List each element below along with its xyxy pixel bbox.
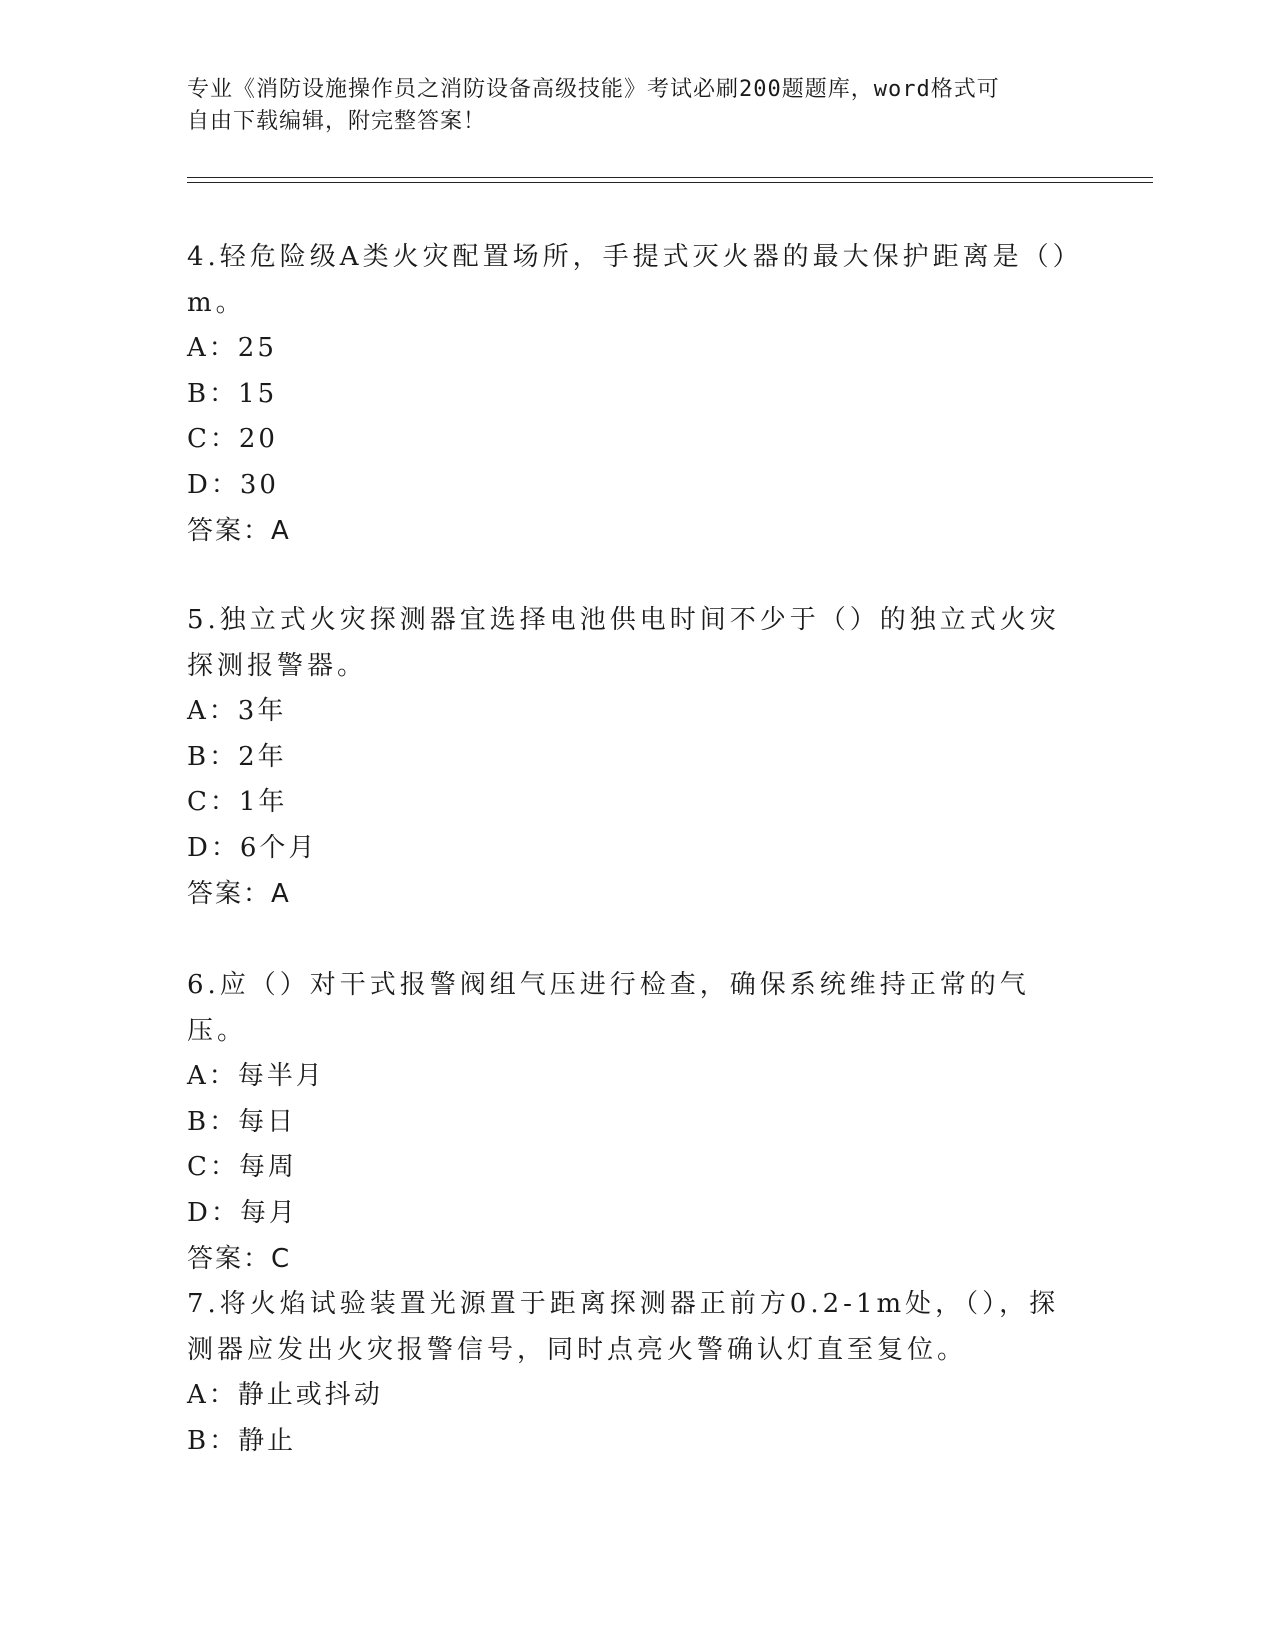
answer: 答案：A	[187, 879, 291, 909]
answer: 答案：A	[187, 516, 291, 546]
question-stem: 4.轻危险级A类火灾配置场所，手提式灭火器的最大保护距离是（）m。	[187, 242, 1083, 318]
answer: 答案：C	[187, 1244, 292, 1274]
option-d: D：30	[187, 469, 279, 500]
option-c: C：20	[187, 424, 278, 454]
document-header	[187, 74, 1067, 138]
question-stem: 6.应（）对干式报警阀组气压进行检查，确保系统维持正常的气压。	[187, 970, 1030, 1046]
option-a: A：每半月	[187, 1061, 325, 1091]
question-4	[187, 234, 1087, 554]
option-a: A：25	[187, 333, 277, 363]
question-6	[187, 962, 1087, 1282]
question-5	[187, 597, 1087, 917]
option-b: B：每日	[187, 1106, 297, 1137]
header-line-1: 专业《消防设施操作员之消防设备高级技能》考试必刷200题题库，word格式可	[187, 77, 1000, 102]
option-b: B：静止	[187, 1425, 297, 1456]
header-line-2: 自由下载编辑，附完整答案！	[187, 109, 487, 134]
option-b: B：15	[187, 378, 278, 409]
question-stem: 5.独立式火灾探测器宜选择电池供电时间不少于（）的独立式火灾探测报警器。	[187, 605, 1060, 681]
option-a: A：静止或抖动	[187, 1380, 383, 1410]
option-b: B：2年	[187, 741, 287, 772]
question-7	[187, 1281, 1087, 1464]
header-divider-bottom	[187, 182, 1153, 183]
question-stem: 7.将火焰试验装置光源置于距离探测器正前方0.2-1m处，（），探测器应发出火灾报警信号，同时点亮火警确认灯直至复位。	[187, 1289, 1060, 1365]
option-c: C：每周	[187, 1152, 297, 1182]
option-d: D：6个月	[187, 832, 318, 863]
option-d: D：每月	[187, 1197, 298, 1228]
option-a: A：3年	[187, 696, 287, 726]
header-divider-top	[187, 177, 1153, 178]
option-c: C：1年	[187, 787, 288, 817]
